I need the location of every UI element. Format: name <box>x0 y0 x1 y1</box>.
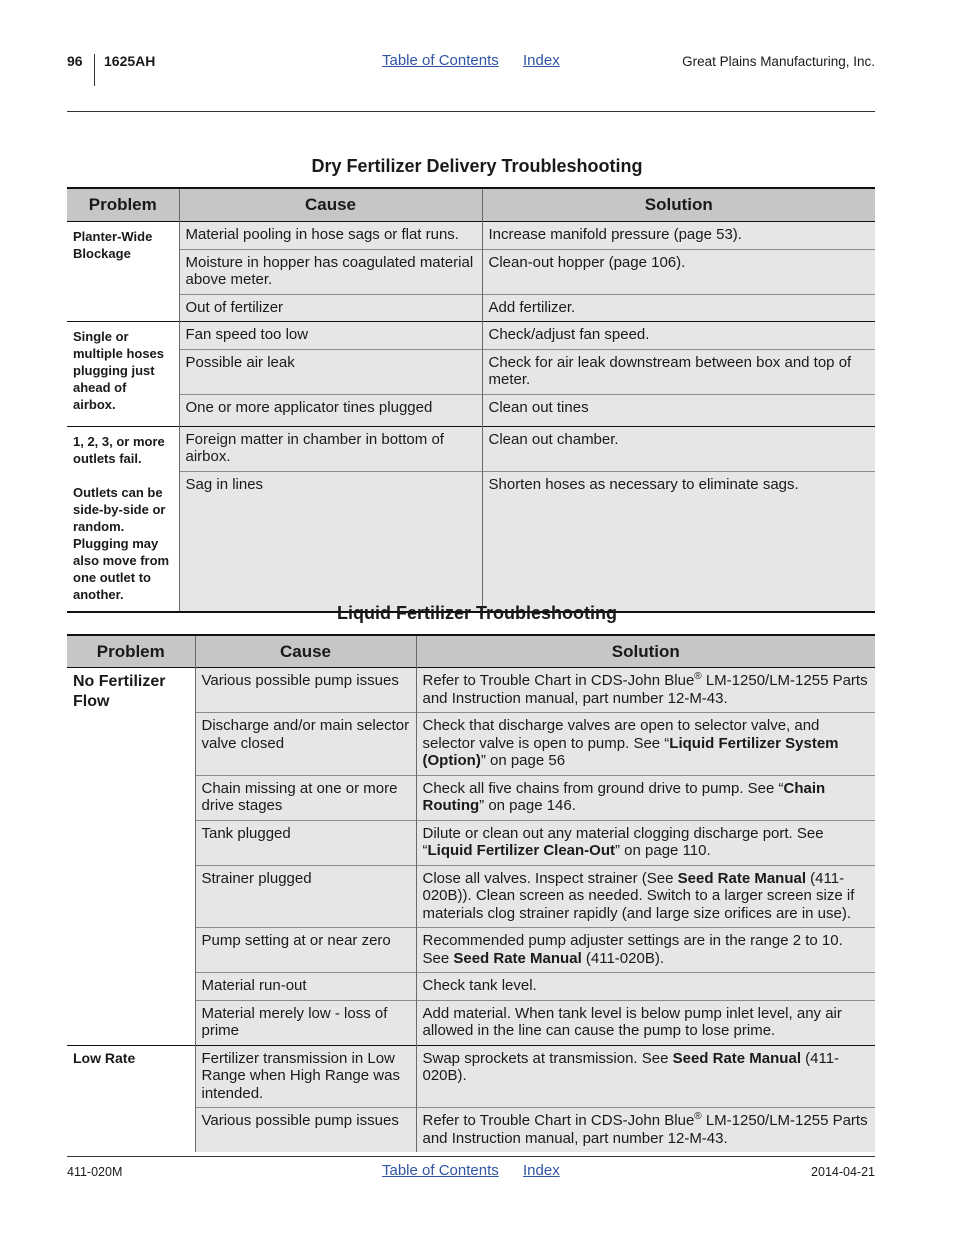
cause-cell: Various possible pump issues <box>195 668 416 713</box>
dry-table-title: Dry Fertilizer Delivery Troubleshooting <box>311 156 643 176</box>
solution-cell: Clean out chamber. <box>482 426 875 471</box>
table-row <box>67 471 875 612</box>
solution-cell: Shorten hoses as necessary to eliminate sags. <box>482 471 875 612</box>
table-row <box>67 349 875 394</box>
cause-cell: Material run-out <box>195 973 416 1001</box>
table-row <box>67 1045 875 1108</box>
solution-text: ” on page 56 <box>480 752 566 769</box>
solution-cell: Increase manifold pressure (page 53). <box>482 222 875 250</box>
publication-date: 2014-04-21 <box>811 1165 875 1179</box>
solution-cell <box>416 865 875 928</box>
toc-link-top[interactable]: Table of Contents <box>382 52 499 69</box>
solution-reference: Chain Routing <box>422 779 826 814</box>
cause-cell: Fertilizer transmission in Low Range when High Range was intended. <box>195 1045 416 1108</box>
problem-note: Outlets can be side-by-side or random. Plugging may also move from one outlet to another. <box>73 484 170 602</box>
footer-rule <box>67 1156 875 1157</box>
cause-cell: One or more applicator tines plugged <box>179 394 482 426</box>
solution-text: Swap sprockets at transmission. See <box>422 1049 673 1067</box>
solution-cell: Add material. When tank level is below pump inlet level, any air allowed in the line can cause the pump to lose prime. <box>416 1000 875 1045</box>
solution-reference: Seed Rate Manual <box>453 949 582 967</box>
solution-cell: Check tank level. <box>416 973 875 1001</box>
table-row <box>67 249 875 294</box>
liquid-troubleshooting-table <box>67 634 875 1152</box>
table-row <box>67 426 875 471</box>
solution-reference: Liquid Fertilizer Clean-Out <box>427 842 616 859</box>
table-row <box>67 322 875 350</box>
solution-cell: Add fertilizer. <box>482 294 875 322</box>
column-header-problem: Problem <box>67 635 195 668</box>
solution-text: (411-020B). <box>581 949 664 967</box>
toc-link-bottom[interactable]: Table of Contents <box>382 1162 499 1179</box>
problem-cell: Low Rate <box>67 1045 195 1152</box>
solution-text: ” on page 110. <box>615 842 711 859</box>
company-name: Great Plains Manufacturing, Inc. <box>682 54 875 69</box>
solution-text: LM-1250/LM-1255 Parts and Instruction manual, part number 12-M-43. <box>422 1112 868 1147</box>
cause-cell: Foreign matter in chamber in bottom of airbox. <box>179 426 482 471</box>
index-link-top[interactable]: Index <box>523 52 560 69</box>
solution-text: Check that discharge valves are open to selector valve, and selector valve is open to pump. See “ <box>422 717 820 752</box>
cause-cell: Pump setting at or near zero <box>195 928 416 973</box>
problem-cell: Single or multiple hoses plugging just ahead of airbox. <box>67 322 179 427</box>
header-rule <box>67 111 875 112</box>
problem-text: 1, 2, 3, or more outlets fail. <box>73 433 165 466</box>
cause-cell: Out of fertilizer <box>179 294 482 322</box>
solution-reference: Liquid Fertilizer System (Option) <box>422 734 839 769</box>
cause-cell: Tank plugged <box>195 820 416 865</box>
cause-cell: Strainer plugged <box>195 865 416 928</box>
solution-cell: Check for air leak downstream between box and top of meter. <box>482 349 875 394</box>
table-header-row <box>67 635 875 668</box>
registered-mark: ® <box>694 1111 702 1122</box>
solution-text: (411-020B). <box>422 1049 840 1084</box>
cause-cell: Various possible pump issues <box>195 1108 416 1153</box>
solution-cell <box>416 713 875 776</box>
cause-cell: Sag in lines <box>179 471 482 612</box>
cause-cell: Possible air leak <box>179 349 482 394</box>
dry-troubleshooting-table <box>67 187 875 613</box>
problem-cell: No Fertilizer Flow <box>67 668 195 1046</box>
problem-cell: Planter-Wide Blockage <box>67 222 179 322</box>
solution-text: (411-020B)). Clean screen as needed. Switch to a larger screen size if materials clog strainer rapidly (and large size orifices are in use). <box>422 869 855 922</box>
solution-text: Refer to Trouble Chart in CDS-John Blue <box>422 672 695 689</box>
liquid-table-title: Liquid Fertilizer Troubleshooting <box>337 603 617 623</box>
solution-cell: Check/adjust fan speed. <box>482 322 875 350</box>
table-row <box>67 394 875 426</box>
solution-cell <box>416 668 875 713</box>
solution-text: Check all five chains from ground drive to pump. See “ <box>422 779 784 797</box>
solution-text: Refer to Trouble Chart in CDS-John Blue <box>422 1112 695 1129</box>
column-header-cause: Cause <box>179 188 482 222</box>
solution-cell <box>416 775 875 820</box>
model-name: 1625AH <box>104 53 156 69</box>
solution-text: Recommended pump adjuster settings are in the range 2 to 10. See <box>422 932 843 967</box>
solution-cell <box>416 820 875 865</box>
cause-cell: Fan speed too low <box>179 322 482 350</box>
cause-cell: Discharge and/or main selector valve closed <box>195 713 416 776</box>
solution-cell <box>416 928 875 973</box>
solution-cell: Clean-out hopper (page 106). <box>482 249 875 294</box>
solution-text: Dilute or clean out any material clogging discharge port. See “ <box>422 824 824 859</box>
solution-text: ” on page 146. <box>479 797 576 814</box>
index-link-bottom[interactable]: Index <box>523 1162 560 1179</box>
page-number: 96 <box>67 53 83 69</box>
column-header-cause: Cause <box>195 635 416 668</box>
table-row <box>67 668 875 713</box>
doc-number: 411-020M <box>67 1165 123 1179</box>
problem-cell <box>67 426 179 612</box>
cause-cell: Material pooling in hose sags or flat runs. <box>179 222 482 250</box>
header-divider <box>94 54 95 86</box>
cause-cell: Material merely low - loss of prime <box>195 1000 416 1045</box>
solution-reference: Seed Rate Manual <box>677 869 806 887</box>
solution-text: LM-1250/LM-1255 Parts and Instruction manual, part number 12-M-43. <box>422 672 868 707</box>
solution-text: Close all valves. Inspect strainer (See <box>422 869 678 887</box>
table-header-row <box>67 188 875 222</box>
column-header-solution: Solution <box>482 188 875 222</box>
table-row <box>67 294 875 322</box>
registered-mark: ® <box>694 671 702 682</box>
solution-cell <box>416 1045 875 1108</box>
column-header-problem: Problem <box>67 188 179 222</box>
solution-reference: Seed Rate Manual <box>672 1049 801 1067</box>
cause-cell: Chain missing at one or more drive stages <box>195 775 416 820</box>
solution-cell <box>416 1108 875 1153</box>
column-header-solution: Solution <box>416 635 875 668</box>
table-row <box>67 222 875 250</box>
solution-cell: Clean out tines <box>482 394 875 426</box>
cause-cell: Moisture in hopper has coagulated material above meter. <box>179 249 482 294</box>
